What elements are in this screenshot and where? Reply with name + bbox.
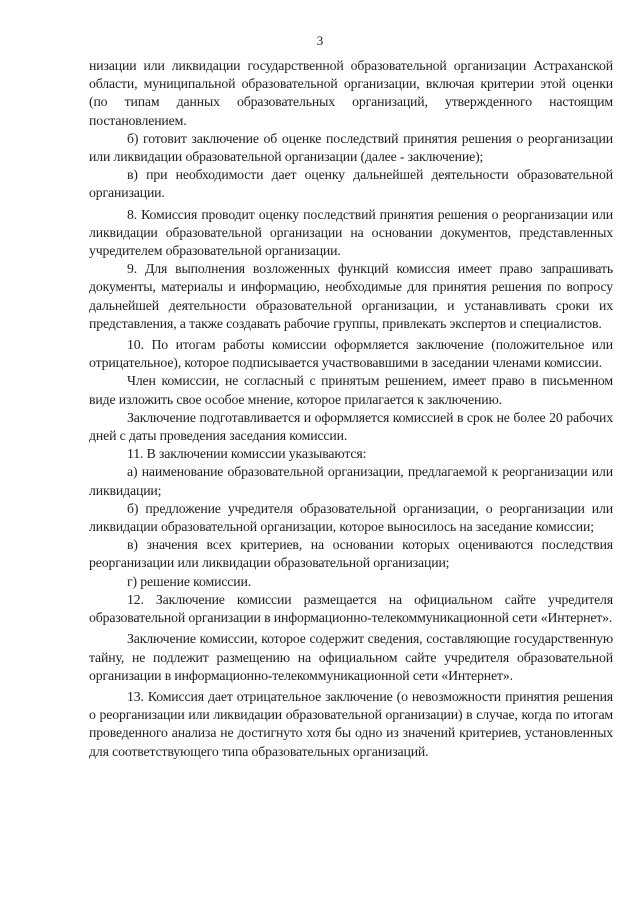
paragraph-clause-12: 12. Заключение комиссии размещается на официальном сайте учредителя образовательной организации в информационно-телекоммуникационной сети «Интернет». [89, 591, 613, 626]
paragraph-clause-10: 10. По итогам работы комиссии оформляется заключение (положительное или отрицательное), которое подписывается участвовавшими в заседании членами комиссии. [89, 337, 613, 371]
paragraph-item-b2: б) предложение учредителя образовательной организации, о реорганизации или ликвидации образовательной организации, которое выносилось на заседание комиссии; [89, 500, 613, 535]
paragraph-item-v: в) при необходимости дает оценку дальнейшей деятельности образовательной организации. [89, 167, 613, 201]
paragraph-secret-info: Заключение комиссии, которое содержит сведения, составляющие государственную тайну, не подлежит размещению на официальном сайте учредителя образовательной организации в информационно-телекоммуникационной сети «Интернет». [89, 631, 613, 683]
paragraph-continuation: низации или ликвидации государственной образовательной организации Астраханской области, муниципальной образовательной организации, включая критерии этой оценки (по типам данных образовательных организаций, утвержденного настоящим постановлением. [89, 58, 613, 128]
paragraph-item-v2: в) значения всех критериев, на основании которых оцениваются последствия реорганизации или ликвидации образовательной организации; [89, 537, 613, 571]
paragraph-item-a: а) наименование образовательной организации, предлагаемой к реорганизации или ликвидации; [89, 464, 613, 498]
paragraph-item-b: б) готовит заключение об оценке последствий принятия решения о реорганизации или ликвидации образовательной организации (далее - заключение); [89, 130, 613, 165]
paragraph-deadline: Заключение подготавливается и оформляется комиссией в срок не более 20 рабочих дней с даты проведения заседания комиссии. [89, 409, 613, 444]
paragraph-item-g: г) решение комиссии. [127, 573, 252, 589]
paragraph-clause-8: 8. Комиссия проводит оценку последствий принятия решения о реорганизации или ликвидации образовательной организации на основании документов, представленных учредителем образовательной организации. [89, 206, 613, 259]
paragraph-clause-13: 13. Комиссия дает отрицательное заключение (о невозможности принятия решения о реорганизации или ликвидации образовательной организации) в случае, когда по итогам проведенного анализа не достигнуто хотя бы одно из значений критериев, установленных для соответствующего типа образовательных организаций. [89, 688, 613, 759]
paragraph-dissent: Член комиссии, не согласный с принятым решением, имеет право в письменном виде изложить свое особое мнение, которое прилагается к заключению. [89, 373, 613, 407]
paragraph-clause-9: 9. Для выполнения возложенных функций комиссия имеет право запрашивать документы, материалы и информацию, необходимые для принятия решения по вопросу дальнейшей деятельности образовательной организации, и устанавливать сроки их представления, а также создавать рабочие группы, привлекать экспертов и специалистов. [89, 261, 613, 331]
document-body [89, 57, 613, 761]
page-number: 3 [316, 33, 324, 48]
paragraph-clause-11: 11. В заключении комиссии указываются: [127, 446, 367, 462]
